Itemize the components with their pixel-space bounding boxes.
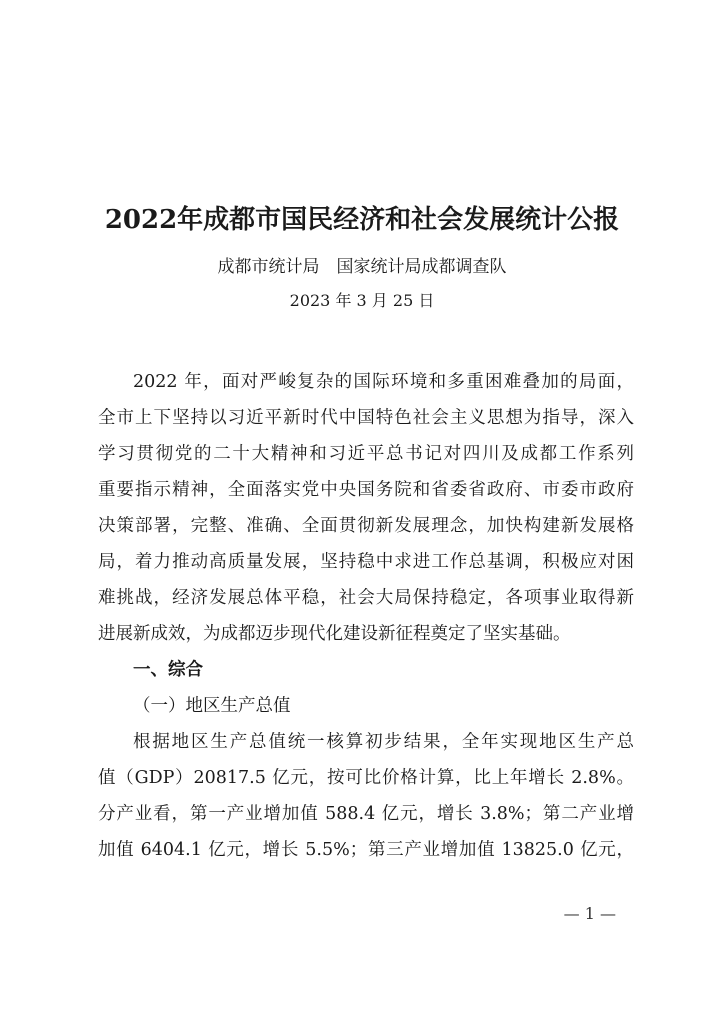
document-date: 2023 年 3 月 25 日 <box>289 291 435 310</box>
paragraph-line: 2022 年，面对严峻复杂的国际环境和多重困难叠加的局面， <box>133 372 634 392</box>
paragraph-line: 局，着力推动高质量发展，坚持稳中求进工作总基调，积极应对困 <box>98 552 634 572</box>
intro-paragraph <box>98 364 634 652</box>
paragraph-line: 全市上下坚持以习近平新时代中国特色社会主义思想为指导，深入 <box>98 408 634 428</box>
document-authors: 成都市统计局 国家统计局成都调查队 <box>217 257 507 277</box>
document-title: 2022年成都市国民经济和社会发展统计公报 <box>104 205 620 235</box>
paragraph-line: 根据地区生产总值统一核算初步结果，全年实现地区生产总 <box>133 732 634 752</box>
subsection-heading: （一）地区生产总值 <box>133 696 291 716</box>
paragraph-line: 学习贯彻党的二十大精神和习近平总书记对四川及成都工作系列 <box>98 444 634 464</box>
paragraph-line: 决策部署，完整、准确、全面贯彻新发展理念，加快构建新发展格 <box>98 516 634 536</box>
page-number: — 1 — <box>563 904 616 923</box>
paragraph-line: 重要指示精神，全面落实党中央国务院和省委省政府、市委市政府 <box>98 480 634 500</box>
paragraph-line: 值（GDP）20817.5 亿元，按可比价格计算，比上年增长 2.8%。 <box>98 768 634 788</box>
paragraph-line: 加值 6404.1 亿元，增长 5.5%；第三产业增加值 13825.0 亿元， <box>98 840 634 860</box>
paragraph-line: 分产业看，第一产业增加值 588.4 亿元，增长 3.8%；第二产业增 <box>98 804 634 824</box>
section-heading: 一、综合 <box>133 660 203 680</box>
paragraph-line: 难挑战，经济发展总体平稳，社会大局保持稳定，各项事业取得新 <box>98 588 634 608</box>
gdp-paragraph <box>98 724 634 868</box>
paragraph-line: 进展新成效，为成都迈步现代化建设新征程奠定了坚实基础。 <box>98 624 571 644</box>
